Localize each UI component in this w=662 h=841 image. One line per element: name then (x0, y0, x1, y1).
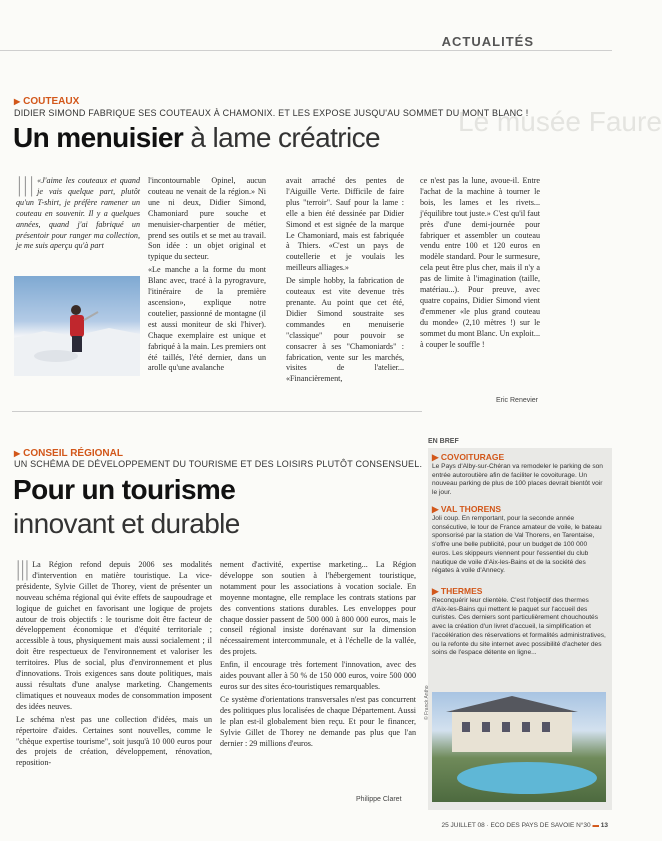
photo-credit: © Franck Antho (424, 685, 430, 720)
headline-bold: Un menuisier (13, 122, 184, 153)
brief-text: Joli coup. En remportant, pour la seconde année consécutive, le tour de France amateur de voile, le bateau sponsorisé par la station de Val Thorens, en Tarentaise, s'offre une belle publicité, pour un budget de 100 000 euros. Les skippeurs viennent pour l'essentiel du club nautique de voile d'Aix-les-Bains et de la société des régates à voile d'Annecy. (432, 515, 602, 575)
brief-kicker-text: VAL THORENS (440, 504, 502, 514)
quote-text: «J'aime les couteaux et quand je vais quelque part, plutôt qu'un T-shirt, je préfère ramener un couteau en souvenir. Il y a quelques années, quand j'ai fabriqué un présentoir pour ranger ma collection, je me suis aperçu qu'à part (16, 176, 140, 251)
article1-kicker (14, 96, 79, 107)
brief-covoiturage (432, 452, 606, 498)
article2-col1 (16, 556, 212, 771)
article2-deck: UN SCHÉMA DE DÉVELOPPEMENT DU TOURISME ET DES LOISIRS PLUTÔT CONSENSUEL. (14, 459, 423, 469)
brief-kicker (432, 452, 606, 463)
brief-text: Le Pays d'Alby-sur-Chéran va remodeler le parking de son entrée autoroutière afin de faciliter le covoiturage. Un nouveau parking de plus de 100 places devrait bientôt voir le jour. (432, 463, 603, 497)
page-footer (441, 822, 608, 829)
triangle-icon: ▶ (432, 504, 441, 514)
article2-kicker (14, 448, 123, 459)
triangle-icon: ▶ (432, 452, 441, 462)
mountain-photo (14, 276, 140, 376)
text-block: ce n'est pas la lune, avoue-il. Entre l'achat de la machine à tourner le bois, les lames et les rivets... j'équilibre tout juste.» C'est qu'il faut près d'une demi-journée pour fabriquer et assembler un couteau vendu entre 100 et 120 euros en modèle standard. Pour le surmesure, cela peut être plus cher, mais il n'y a pas de limite à l'imagination (taille, matériau...). Pour preuve, avec quatre copains, Didier Simond vient d'emmener «le plus grand couteau du monde» (2,10 mètres !) sur le sommet du mont Blanc. Un exploit... à couper le souffle ! (420, 176, 540, 349)
article1-col3 (286, 176, 404, 387)
brief-kicker (432, 504, 606, 515)
brief-kicker-text: COVOITURAGE (440, 452, 505, 462)
brief-kicker (432, 586, 606, 597)
article-divider (12, 411, 422, 412)
text-block: nement d'activité, expertise marketing... La Région développe son soutien à l'hébergement touristique, notamment pour les associations à vocation sociale. En moyenne montagne, elle remplace les contrats stations par des conventions stations durables. Les enveloppes pour chaque dossier passent de 500 000 à 800 000 euros, mais le conseil régional insiste dorénavant sur la dimension nécessairement intercommunale, et à l'échelle de la vallée, des projets. (220, 560, 416, 657)
footer-text: 25 JUILLET 08 · ECO DES PAYS DE SAVOIE N°30 (441, 822, 591, 829)
brief-kicker-text: THERMES (440, 586, 483, 596)
article1-quote (16, 172, 140, 252)
header-rule (0, 50, 612, 51)
footer-flag-icon: ▬ (592, 822, 599, 829)
text-block: Ce système d'orientations transversales n'est pas concurrent des politiques plus localisées de chaque Département. Aussi le plan est-il globalement bien reçu. Et pour le financer, Sylvie Gillet de Thorey ne demande pas plus que l'an dernier : 29 millions d'euros. (220, 694, 416, 748)
article1-kicker-text: COUTEAUX (23, 96, 80, 107)
text-block: «Le manche a la forme du mont Blanc avec, tracé à la pyrogravure, l'itinéraire de la première ascension», explique notre coutelier, passionné de montagne (il est aussi moniteur de ski l'hiver). Chaque exemplaire est unique et fabriqué à la main. Les premiers ont été taillés, l'été dernier, dans un arolle qu'une avalanche (148, 265, 266, 373)
section-label: ACTUALITÉS (441, 34, 534, 49)
article1-col2 (148, 176, 266, 376)
triangle-icon: ▶ (432, 586, 441, 596)
sidebar-label: EN BREF (428, 438, 459, 445)
text-block: Le schéma n'est pas une collection d'idées, mais un répertoire d'aides. Certaines sont nouvelles, comme le "chèque expertise tourisme", soit jusqu'à 10 000 euros pour des projets de création, développement, rénovation, reposition- (16, 714, 212, 768)
text-block: De simple hobby, la fabrication de couteaux est vite devenue très prenante. Au point que cet été, Didier Simond soustraite ses commandes en menuiserie "classique" pour pouvoir se consacrer à ses "Chamoniards" : fabrication, vente sur les marchés, visites de l'atelier... «Financièrement, (286, 276, 404, 384)
text-block: La Région refond depuis 2006 ses modalités d'intervention en matière touristique. La vice-présidente, Sylvie Gillet de Thorey, vient de présenter un nouveau schéma régional qui évite effets de saupoudrage et logique de guichet en favorisant une logique de projets autour de trois objectifs : le tourisme doit être facteur de développement économique et d'équité territoriale ; accessible à tous, physiquement mais aussi socialement ; il doit être respectueux de l'environnement et valoriser les territoires. Plus de social, plus d'environnement et plus d'innovations. Trois exigences sans doute politiques, mais aussi résultats d'une analyse marketing. Changements climatiques et nouveaux modes de consommation imposent des idées neuves. (16, 560, 212, 711)
brief-text: Reconquérir leur clientèle. C'est l'objectif des thermes d'Aix-les-Bains qui mettent le paquet sur l'accueil des curistes. Ces derniers sont particulièrement chouchoutés avec la création d'un livret d'accueil, la simplification et l'accélération des réservations et formalités administratives, ou la refonte du site internet avec possibilité d'acheter des soins de l'espace détente en ligne... (432, 597, 606, 657)
article2-headline-a: Pour un tourisme (13, 474, 236, 505)
quote-mark-icon: ||| (16, 556, 30, 581)
thermes-photo (432, 692, 606, 802)
ghost-headline: Le musée Faure (458, 106, 662, 137)
text-block: avait arraché des pentes de l'Aiguille Verte. Difficile de faire plus "terroir". Sauf pour la lame : elle a bien été dessinée par Didier Simond et est signée de la marque Le Chamoniard, mais est fabriquée à Thiers. «C'est un pays de coutellerie et je voulais les meilleurs alliages.» (286, 176, 404, 273)
text-block: l'incontournable Opinel, aucun couteau ne venait de la région.» Ni une ni deux, Didier Simond, Chamoniard pure souche et menuisier-charpentier de métier, prend ses outils et se met au travail. Son idée : un objet original et typique du secteur. (148, 176, 266, 262)
article2-kicker-text: CONSEIL RÉGIONAL (23, 448, 123, 459)
triangle-icon: ▶ (14, 97, 21, 106)
brief-thermes (432, 586, 606, 658)
article2-col2 (220, 560, 416, 751)
article2-byline: Philippe Claret (356, 796, 402, 803)
article1-deck: DIDIER SIMOND FABRIQUE SES COUTEAUX À CHAMONIX. ET LES EXPOSE JUSQU'AU SOMMET DU MONT BLANC ! (14, 108, 529, 118)
brief-val-thorens (432, 504, 606, 576)
photo-scene (14, 276, 140, 376)
photo-scene (432, 692, 606, 802)
article1-byline: Eric Renevier (496, 397, 539, 404)
article1-col4 (420, 176, 540, 386)
article1-headline (13, 122, 380, 154)
text-block: Enfin, il encourage très fortement l'innovation, avec des aides pouvant aller à 50 % de 150 000 euros, voire 500 000 euros sur des sites éco-touristiques remarquables. (220, 660, 416, 691)
quote-mark-icon: ||| (16, 172, 35, 197)
headline-light: à lame créatrice (190, 122, 380, 153)
triangle-icon: ▶ (14, 449, 21, 458)
article2-headline-b: innovant et durable (13, 508, 240, 539)
page-number: 13 (600, 822, 608, 829)
